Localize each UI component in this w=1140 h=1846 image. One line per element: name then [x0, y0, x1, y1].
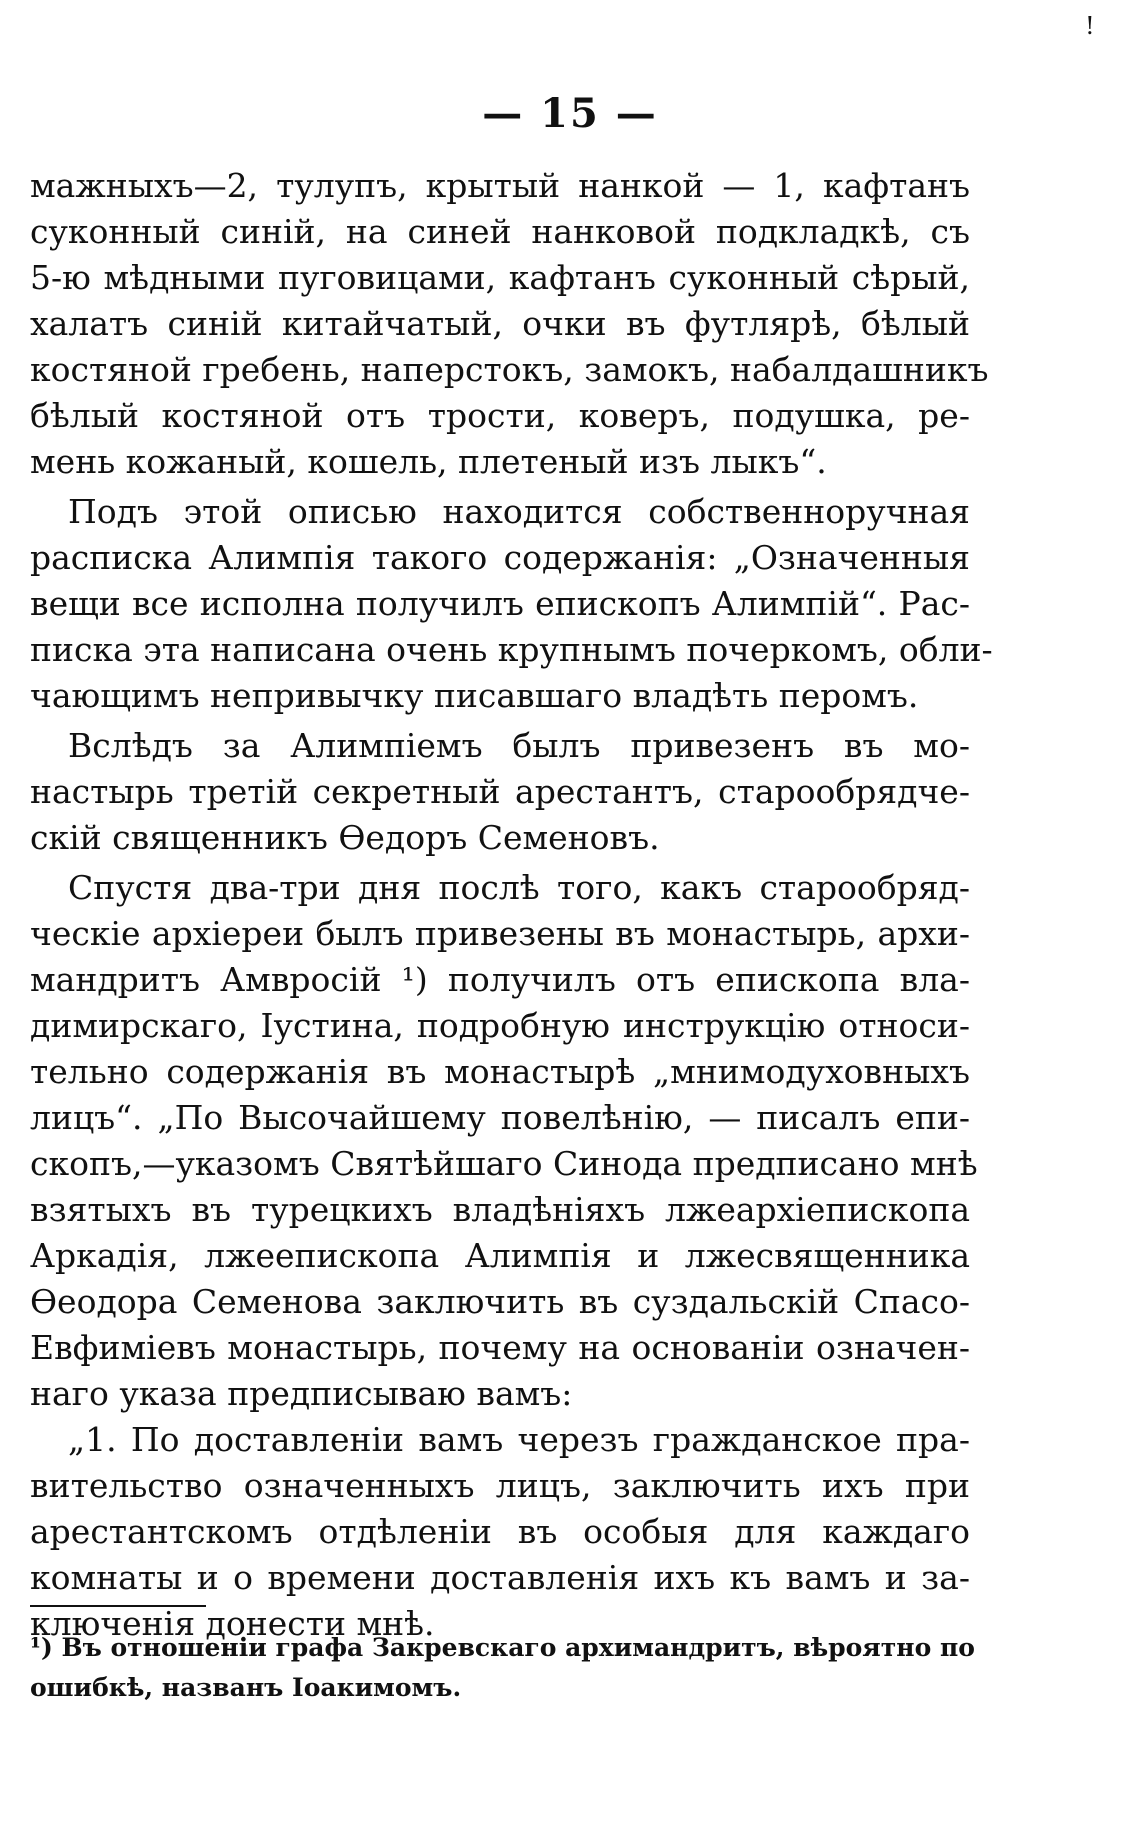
text-line: скопъ,—указомъ Святѣйшаго Синода предписано мнѣ: [30, 1144, 978, 1183]
text-line: тельно содержанія въ монастырѣ „мнимодуховныхъ: [30, 1052, 970, 1091]
text-line: Өеодора Семенова заключить въ суздальскій Спасо-: [30, 1282, 970, 1321]
body-text: [30, 163, 993, 1647]
text-line: скій священникъ Өедоръ Семеновъ.: [30, 818, 660, 857]
text-line: взятыхъ въ турецкихъ владѣніяхъ лжеархіепископа: [30, 1190, 970, 1229]
page-number: — 15 —: [482, 90, 658, 137]
text-line: Аркадія, лжеепископа Алимпія и лжесвященника: [30, 1236, 970, 1275]
text-line: Евфиміевъ монастырь, почему на основаніи означен-: [30, 1328, 970, 1367]
text-line: вительство означенныхъ лицъ, заключить ихъ при: [30, 1466, 970, 1505]
text-line: димирскаго, Іустина, подробную инструкцію относи-: [30, 1006, 970, 1045]
text-line: настырь третій секретный арестантъ, старообрядче-: [30, 772, 970, 811]
text-line: ческіе архіереи былъ привезены въ монастырь, архи-: [30, 914, 970, 953]
footnote-divider: [30, 1605, 206, 1607]
edge-mark: !: [1085, 12, 1095, 40]
text-line: лицъ“. „По Высочайшему повелѣнію, — писалъ епи-: [30, 1098, 970, 1137]
text-line: писка эта написана очень крупнымъ почеркомъ, обли-: [30, 630, 993, 669]
text-line: бѣлый костяной отъ трости, коверъ, подушка, ре-: [30, 396, 970, 435]
footnote-line: ошибкѣ, названъ Іоакимомъ.: [30, 1673, 462, 1702]
text-line: расписка Алимпія такого содержанія: „Означенныя: [30, 538, 970, 577]
text-line: Вслѣдъ за Алимпіемъ былъ привезенъ въ мо-: [68, 726, 970, 765]
footnote-line: ¹) Въ отношеніи графа Закревскаго архимандритъ, вѣроятно по: [30, 1633, 975, 1662]
text-line: халатъ синій китайчатый, очки въ футлярѣ, бѣлый: [30, 304, 970, 343]
text-line: мажныхъ—2, тулупъ, крытый нанкой — 1, кафтанъ: [30, 166, 970, 205]
text-line: чающимъ непривычку писавшаго владѣть перомъ.: [30, 676, 919, 715]
text-line: суконный синій, на синей нанковой подкладкѣ, съ: [30, 212, 970, 251]
text-line: „1. По доставленіи вамъ черезъ гражданское пра-: [68, 1420, 970, 1459]
footnotes: [30, 1628, 975, 1708]
text-line: комнаты и о времени доставленія ихъ къ вамъ и за-: [30, 1558, 970, 1597]
text-line: 5-ю мѣдными пуговицами, кафтанъ суконный сѣрый,: [30, 258, 970, 297]
text-line: мень кожаный, кошель, плетеный изъ лыкъ“.: [30, 442, 827, 481]
text-line: Подъ этой описью находится собственноручная: [68, 492, 970, 531]
text-line: вещи все исполна получилъ епископъ Алимпій“. Рас-: [30, 584, 970, 623]
text-line: Спустя два-три дня послѣ того, какъ старообряд-: [68, 868, 970, 907]
text-line: ключенія донести мнѣ.: [30, 1604, 435, 1643]
text-line: мандритъ Амвросій ¹) получилъ отъ епископа вла-: [30, 960, 970, 999]
text-line: наго указа предписываю вамъ:: [30, 1374, 573, 1413]
text-line: костяной гребень, наперстокъ, замокъ, набалдашникъ: [30, 350, 989, 389]
text-line: арестантскомъ отдѣленіи въ особыя для каждаго: [30, 1512, 970, 1551]
